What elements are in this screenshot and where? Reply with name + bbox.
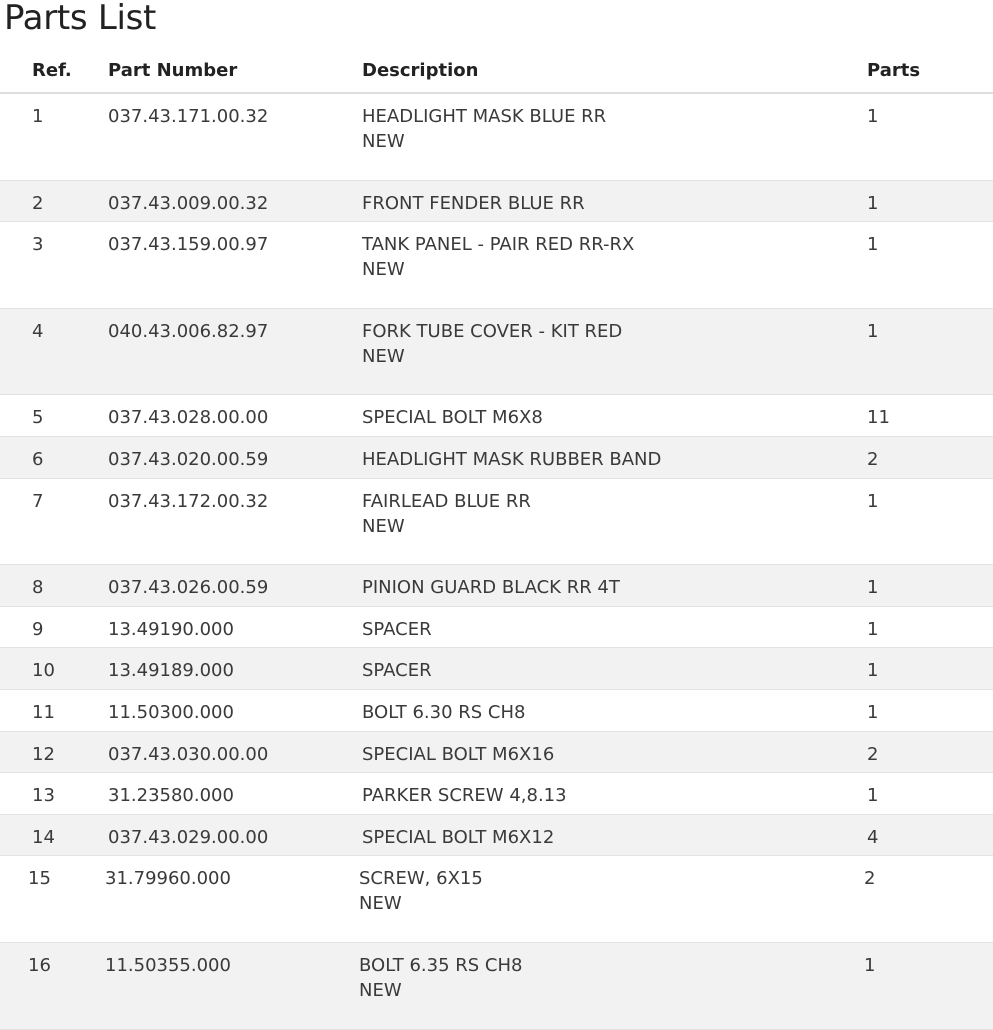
table-row[interactable] xyxy=(0,856,993,943)
table-row[interactable] xyxy=(0,607,993,649)
description-cell: SPECIAL BOLT M6X16 xyxy=(362,743,555,765)
part-number-cell: 037.43.020.00.59 xyxy=(108,448,269,470)
ref-cell: 8 xyxy=(32,577,44,599)
table-row[interactable] xyxy=(0,943,993,1030)
parts-qty-cell: 1 xyxy=(867,618,879,640)
ref-cell: 12 xyxy=(32,743,55,765)
table-row[interactable] xyxy=(0,690,993,732)
description-cell xyxy=(362,319,622,369)
description-cell xyxy=(362,489,531,539)
table-row[interactable] xyxy=(0,732,993,774)
ref-cell: 6 xyxy=(32,448,44,470)
description-text: TANK PANEL - PAIR RED RR-RX xyxy=(362,234,635,256)
parts-qty-cell: 11 xyxy=(867,407,890,429)
new-label: NEW xyxy=(359,893,402,915)
description-cell: PARKER SCREW 4,8.13 xyxy=(362,785,567,807)
parts-qty-cell: 4 xyxy=(867,826,879,848)
description-text: FAIRLEAD BLUE RR xyxy=(362,490,531,512)
parts-table-body xyxy=(0,94,993,1030)
description-cell xyxy=(362,232,634,282)
ref-cell: 11 xyxy=(32,701,55,723)
part-number-cell: 037.43.009.00.32 xyxy=(108,192,269,214)
description-cell: SPECIAL BOLT M6X12 xyxy=(362,826,555,848)
column-header-description[interactable]: Description xyxy=(362,60,479,81)
description-cell xyxy=(359,866,483,916)
table-row[interactable] xyxy=(0,94,993,181)
new-label: NEW xyxy=(362,131,405,152)
ref-cell: 2 xyxy=(32,192,44,214)
part-number-cell: 11.50300.000 xyxy=(108,701,234,723)
new-label: NEW xyxy=(362,345,405,367)
table-row[interactable] xyxy=(0,773,993,815)
ref-cell: 4 xyxy=(32,320,44,342)
parts-qty-cell: 1 xyxy=(867,660,879,682)
table-row[interactable] xyxy=(0,222,993,309)
ref-cell: 7 xyxy=(32,490,44,512)
ref-cell: 13 xyxy=(32,785,55,807)
table-header xyxy=(0,52,993,94)
column-header-ref[interactable]: Ref. xyxy=(32,60,72,81)
description-text: SCREW, 6X15 xyxy=(359,868,483,890)
ref-cell: 14 xyxy=(32,826,55,848)
description-text: HEADLIGHT MASK BLUE RR xyxy=(362,106,607,127)
part-number-cell: 11.50355.000 xyxy=(105,954,231,976)
parts-qty-cell: 1 xyxy=(867,320,879,342)
ref-cell: 3 xyxy=(32,234,44,256)
parts-qty-cell: 1 xyxy=(867,490,879,512)
parts-qty-cell: 2 xyxy=(864,868,876,890)
table-row[interactable] xyxy=(0,479,993,566)
description-cell: SPACER xyxy=(362,660,432,682)
description-cell xyxy=(362,104,606,154)
ref-cell: 10 xyxy=(32,660,55,682)
description-cell xyxy=(359,953,522,1003)
table-row[interactable] xyxy=(0,648,993,690)
parts-qty-cell: 1 xyxy=(867,234,879,256)
table-row[interactable] xyxy=(0,181,993,223)
parts-qty-cell: 1 xyxy=(867,701,879,723)
part-number-cell: 037.43.028.00.00 xyxy=(108,407,269,429)
parts-qty-cell: 2 xyxy=(867,448,879,470)
description-text: FORK TUBE COVER - KIT RED xyxy=(362,320,623,342)
parts-qty-cell: 1 xyxy=(867,577,879,599)
new-label: NEW xyxy=(362,259,405,281)
part-number-cell: 037.43.159.00.97 xyxy=(108,234,269,256)
part-number-cell: 13.49189.000 xyxy=(108,660,234,682)
part-number-cell: 037.43.030.00.00 xyxy=(108,743,269,765)
description-cell: PINION GUARD BLACK RR 4T xyxy=(362,577,620,599)
ref-cell: 9 xyxy=(32,618,44,640)
description-cell: SPACER xyxy=(362,618,432,640)
part-number-cell: 31.79960.000 xyxy=(105,868,231,890)
new-label: NEW xyxy=(359,979,402,1001)
table-row[interactable] xyxy=(0,815,993,857)
parts-qty-cell: 2 xyxy=(867,743,879,765)
part-number-cell: 31.23580.000 xyxy=(108,785,234,807)
parts-qty-cell: 1 xyxy=(864,954,876,976)
ref-cell: 16 xyxy=(28,954,51,976)
ref-cell: 15 xyxy=(28,868,51,890)
parts-qty-cell: 1 xyxy=(867,192,879,214)
ref-cell: 1 xyxy=(32,106,44,127)
table-row[interactable] xyxy=(0,309,993,396)
part-number-cell: 037.43.172.00.32 xyxy=(108,490,269,512)
part-number-cell: 13.49190.000 xyxy=(108,618,234,640)
description-cell: BOLT 6.30 RS CH8 xyxy=(362,701,526,723)
parts-qty-cell: 1 xyxy=(867,106,879,127)
description-text: BOLT 6.35 RS CH8 xyxy=(359,954,523,976)
description-cell: HEADLIGHT MASK RUBBER BAND xyxy=(362,448,662,470)
description-cell: FRONT FENDER BLUE RR xyxy=(362,192,585,214)
table-row[interactable] xyxy=(0,437,993,479)
part-number-cell: 037.43.171.00.32 xyxy=(108,106,269,127)
part-number-cell: 040.43.006.82.97 xyxy=(108,320,269,342)
parts-qty-cell: 1 xyxy=(867,785,879,807)
part-number-cell: 037.43.026.00.59 xyxy=(108,577,269,599)
column-header-part-number[interactable]: Part Number xyxy=(108,60,238,81)
page-title: Parts List xyxy=(4,0,157,38)
description-cell: SPECIAL BOLT M6X8 xyxy=(362,407,543,429)
table-row[interactable] xyxy=(0,395,993,437)
part-number-cell: 037.43.029.00.00 xyxy=(108,826,269,848)
ref-cell: 5 xyxy=(32,407,44,429)
new-label: NEW xyxy=(362,515,405,537)
table-row[interactable] xyxy=(0,565,993,607)
column-header-parts[interactable]: Parts xyxy=(867,60,921,81)
